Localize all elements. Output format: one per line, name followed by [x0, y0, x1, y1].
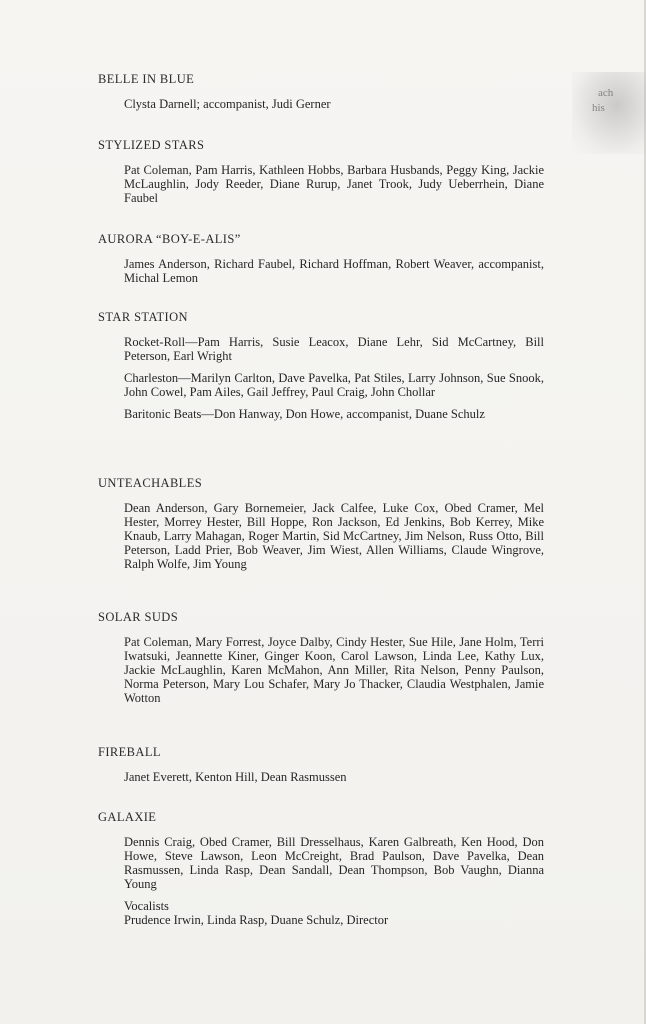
- section-heading: STYLIZED STARS: [98, 138, 205, 152]
- section-heading: AURORA “BOY-E-ALIS”: [98, 232, 241, 246]
- cast-list: Prudence Irwin, Linda Rasp, Duane Schulz, Director: [124, 913, 389, 927]
- section-body: [124, 835, 544, 927]
- cast-list: Baritonic Beats—Don Hanway, Don Howe, accompanist, Duane Schulz: [124, 407, 485, 421]
- section-heading: UNTEACHABLES: [98, 476, 203, 490]
- section-stylized-stars: [96, 138, 556, 213]
- section-heading: STAR STATION: [98, 310, 188, 324]
- cast-list: Pat Coleman, Pam Harris, Kathleen Hobbs, Barbara Husbands, Peggy King, Jackie McLaughlin, Jody Reeder, Diane Rurup, Janet Trook, Judy Ueberrhein, Diane Faubel: [124, 163, 544, 205]
- cast-list: Charleston—Marilyn Carlton, Dave Pavelka, Pat Stiles, Larry Johnson, Sue Snook, John Cowel, Pam Ailes, Gail Jeffrey, Paul Craig, John Chollar: [124, 371, 544, 399]
- cast-list: Dean Anderson, Gary Bornemeier, Jack Calfee, Luke Cox, Obed Cramer, Mel Hester, Morrey Hester, Bill Hoppe, Ron Jackson, Ed Jenkins, Bob Kerrey, Mike Knaub, Larry Mahagan, Roger Martin, Sid McCartney, Jim Nelson, Russ Otto, Bill Peterson, Ladd Prier, Bob Weaver, Jim Wiest, Allen Williams, Claude Wingrove, Ralph Wolfe, Jim Young: [124, 501, 544, 571]
- section-belle-in-blue: [96, 72, 556, 119]
- section-heading: BELLE IN BLUE: [98, 72, 195, 86]
- cast-list: Pat Coleman, Mary Forrest, Joyce Dalby, Cindy Hester, Sue Hile, Jane Holm, Terri Iwatsuki, Jeannette Kiner, Ginger Koon, Carol Lawson, Linda Lee, Kathy Lux, Jackie McLaughlin, Karen McMahon, Ann Miller, Rita Nelson, Penny Paulson, Norma Peterson, Mary Lou Schafer, Mary Jo Thacker, Claudia Westphalen, Jamie Wotton: [124, 635, 544, 705]
- bleed-through-line: his: [592, 102, 605, 114]
- cast-list: James Anderson, Richard Faubel, Richard Hoffman, Robert Weaver, accompanist, Michal Lemon: [124, 257, 544, 285]
- section-body: [124, 501, 544, 571]
- section-body: [124, 97, 544, 111]
- cast-list: Janet Everett, Kenton Hill, Dean Rasmussen: [124, 770, 347, 784]
- section-body: [124, 335, 544, 421]
- section-body: [124, 257, 544, 285]
- vocalists-label: Vocalists: [124, 899, 169, 913]
- section-galaxie: [96, 810, 556, 935]
- section-body: [124, 770, 544, 784]
- bleed-through-smudge: [572, 72, 646, 154]
- section-heading: FIREBALL: [98, 745, 161, 759]
- section-body: [124, 635, 544, 705]
- cast-list: Dennis Craig, Obed Cramer, Bill Dresselhaus, Karen Galbreath, Ken Hood, Don Howe, Steve Lawson, Leon McCreight, Brad Paulson, Dave Pavelka, Dean Rasmussen, Linda Rasp, Dean Sandall, Dean Thompson, Bob Vaughn, Dianna Young: [124, 835, 544, 891]
- section-fireball: [96, 745, 556, 792]
- cast-list: Rocket-Roll—Pam Harris, Susie Leacox, Diane Lehr, Sid McCartney, Bill Peterson, Earl Wright: [124, 335, 544, 363]
- bleed-through-line: ach: [598, 87, 614, 99]
- section-body: [124, 163, 544, 205]
- section-star-station: [96, 310, 556, 429]
- section-heading: SOLAR SUDS: [98, 610, 179, 624]
- cast-list: Clysta Darnell; accompanist, Judi Gerner: [124, 97, 331, 111]
- section-aurora: [96, 232, 556, 293]
- section-heading: GALAXIE: [98, 810, 157, 824]
- section-unteachables: [96, 476, 556, 579]
- section-solar-suds: [96, 610, 556, 713]
